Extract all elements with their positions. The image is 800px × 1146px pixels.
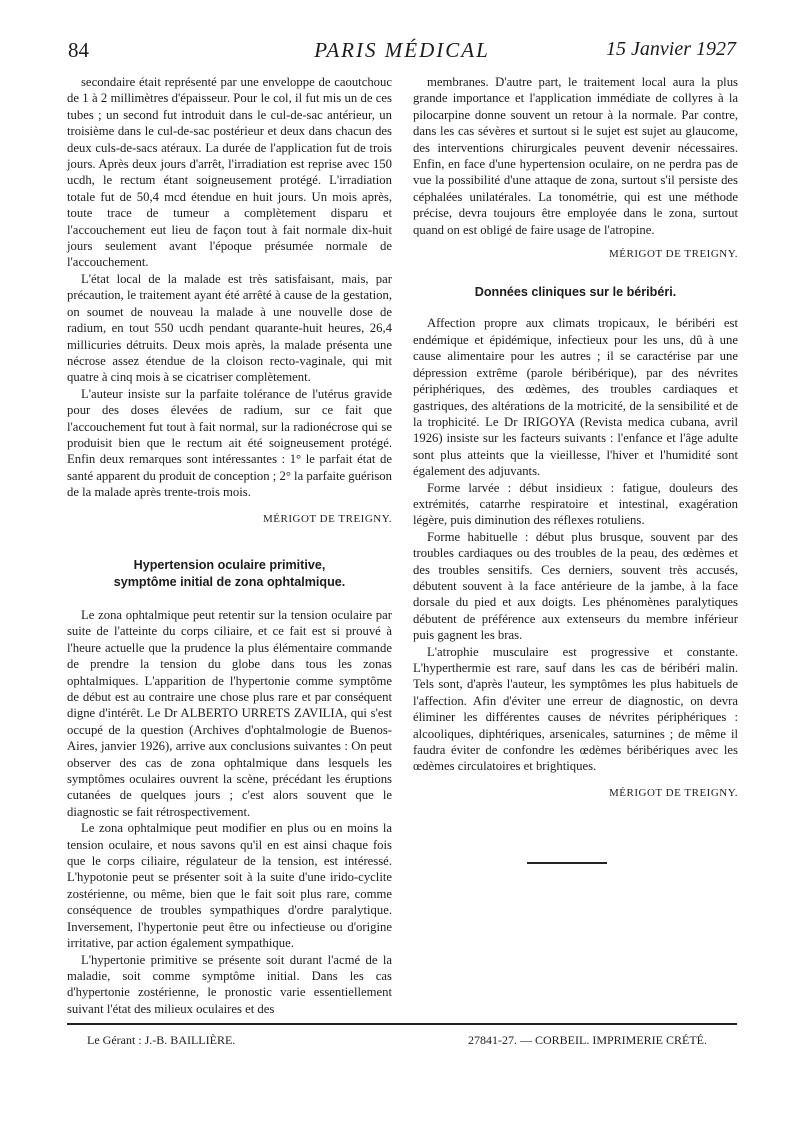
footer-manager: Le Gérant : J.-B. BAILLIÈRE. bbox=[87, 1033, 236, 1047]
paragraph: Le zona ophtalmique peut retentir sur la tension oculaire par suite de l'atteinte du corps ciliaire, et ce fait est si prouvé à l'heure actuelle que la prudence la plus élémentaire commande de prendre la tension du globe dans tous les zonas ophtalmiques. L'apparition de l'hypertonie comme symptôme de début est au contraire une chose plus rare et par conséquent digne d'intérêt. Le Dr ALBERTO URRETS ZAVILIA, qui s'est occupé de la question (Archives d'ophtalmologie de Buenos-Aires, janvier 1926), arrive aux conclusions suivantes : On peut observer des cas de zona ophtalmique dans lesquels les symptômes oculaires ouvrent la scène, précédant les éruptions cutanées de quelques jours ; c'est alors souvent que le diagnostic se fait rétrospectivement. bbox=[67, 607, 392, 819]
author-signature: MÉRIGOT DE TREIGNY. bbox=[263, 512, 392, 525]
paragraph: Forme habituelle : début plus brusque, souvent par des troubles cardiaques ou des troubles de la peau, des œdèmes et des troubles sensitifs. Ces derniers, souvent très accusés, débutent souvent à la face antérieure de la jambe, à la face dorsale du pied et aux doigts. Les phénomènes paralytiques débutent de préférence aux extenseurs du membre inférieur puis gagnent les bras. bbox=[413, 529, 738, 643]
paragraph: Affection propre aux climats tropicaux, le béribéri est endémique et épidémique, infectieux pour les uns, dû à une cause alimentaire pour les autres ; il se caractérise par une dépression extrême (parole béribérique), par des névrites périphériques, des œdèmes, des troubles cardiaques et gastriques, des altérations de la motricité, de la sensibilité et de la trophicité. Le Dr IRIGOYA (Revista medica cubana, avril 1926) insiste sur les facteurs suivants : l'enfance et l'âge adulte sont plus atteints que la vieillesse, l'hiver et l'humidité sont également des adjuvants. bbox=[413, 316, 738, 479]
right-column bbox=[413, 74, 738, 801]
paragraph: secondaire était représenté par une enveloppe de caoutchouc de 1 à 2 millimètres d'épaisseur. Pour le col, il fut mis un de ces tubes ; un second fut introduit dans le cul-de-sac antérieur, un troisième dans le cul-de-sac postérieur et deux dans chacun des deux culs-de-sacs atéraux. La durée de l'application fut de trois jours. Après deux jours d'arrêt, l'irradiation est reprise avec 150 ucdh, le rectum étant soigneusement protégé. L'irradiation totale fut de 50,4 mcd étendue en huit jours. Un mois après, toute trace de tumeur a complètement disparu et l'accouchement eut lieu de façon tout à fait normale dix-huit jours seulement avant l'époque présumée normale de l'accouchement. bbox=[67, 75, 392, 270]
paragraph: L'hypertonie primitive se présente soit durant l'acmé de la maladie, soit comme symptôme initial. Dans les cas d'hypertonie zostérienne, le pronostic varie essentiellement suivant l'état des milieux oculaires et des bbox=[67, 952, 392, 1016]
footer-rule bbox=[67, 1023, 737, 1025]
running-header bbox=[68, 36, 736, 64]
issue-date: 15 Janvier 1927 bbox=[606, 38, 736, 60]
article-heading: Données cliniques sur le béribéri. bbox=[474, 285, 677, 300]
footer-printer: 27841-27. — CORBEIL. IMPRIMERIE CRÉTÉ. bbox=[468, 1033, 707, 1047]
heading-line: Hypertension oculaire primitive, bbox=[133, 557, 326, 572]
left-column bbox=[67, 74, 392, 1017]
author-signature: MÉRIGOT DE TREIGNY. bbox=[609, 248, 738, 261]
paragraph: membranes. D'autre part, le traitement local aura la plus grande importance et l'application immédiate de collyres à la pilocarpine donne souvent un retour à la normale. Par contre, dans les cas sévères et surtout si le sujet est sujet au glaucome, des interventions chirurgicales peuvent devenir nécessaires. Enfin, en face d'une hypertension oculaire, on ne perdra pas de vue la possibilité d'une attaque de zona, surtout s'il persiste des céphalées unilatérales. La tonométrie, qui est une méthode précise, devra toujours être employée dans le zona, surtout quand on est obligé de faire usage de l'atropine. bbox=[413, 75, 738, 237]
paragraph: Le zona ophtalmique peut modifier en plus ou en moins la tension oculaire, et nous savons qu'il en est ainsi chaque fois que le corps ciliaire, régulateur de la tension, est intéressé. L'hypotonie peut se présenter soit à la suite d'une irido-cyclite zostérienne, ou même, bien que le fait soit plus rare, comme conséquence de troubles sympathiques d'ordre paralytique. Inversement, l'hypertonie peut être ou infectieuse ou d'origine irritative, par action également sympathique. bbox=[67, 821, 392, 951]
paragraph: Forme larvée : début insidieux : fatigue, douleurs des extrémités, catarrhe respiratoire et intestinal, exagération légère, puis diminution des réflexes rotuliens. bbox=[413, 480, 738, 528]
author-signature: MÉRIGOT DE TREIGNY. bbox=[609, 786, 738, 799]
paragraph: L'état local de la malade est très satisfaisant, mais, par précaution, le traitement ayant été arrêté à cause de la gestation, on soumet de nouveau la malade à une nouvelle dose de radium, en tout 550 ucdh pendant quarante-huit heures, 26,4 millicuries détruits. Deux mois après, la malade présenta une nécrose assez étendue de la cloison recto-vaginale, qui mit quatre à cinq mois à se cicatriser complètement. bbox=[67, 271, 392, 385]
section-divider bbox=[527, 862, 607, 864]
journal-title: PARIS MÉDICAL bbox=[314, 38, 490, 62]
heading-line: symptôme initial de zona ophtalmique. bbox=[113, 574, 346, 589]
paragraph: L'atrophie musculaire est progressive et constante. L'hyperthermie est rare, sauf dans les cas de béribéri malin. Tels sont, d'après l'auteur, les symptômes les plus habituels de l'affection. Afin d'éviter une erreur de diagnostic, on devra éliminer les différentes causes de névrites périphériques : alcooliques, diphtériques, arsenicales, saturnines ; de même il faudra éviter de confondre les œdèmes béribériques avec les œdèmes circulatoires et brightiques. bbox=[413, 644, 738, 774]
article-heading bbox=[67, 557, 392, 591]
paragraph: L'auteur insiste sur la parfaite tolérance de l'utérus gravide pour des doses élevées de radium, sur ce fait que l'accouchement fut tout à fait normal, sur la radionécrose qui se produisit bien que le rectum ait été soigneusement protégé. Enfin deux remarques sont intéressantes : 1° le parfait état de santé apparent du produit de conception ; 2° la parfaite guérison de la malade après trente-trois mois. bbox=[67, 386, 392, 500]
page-number: 84 bbox=[68, 38, 89, 62]
